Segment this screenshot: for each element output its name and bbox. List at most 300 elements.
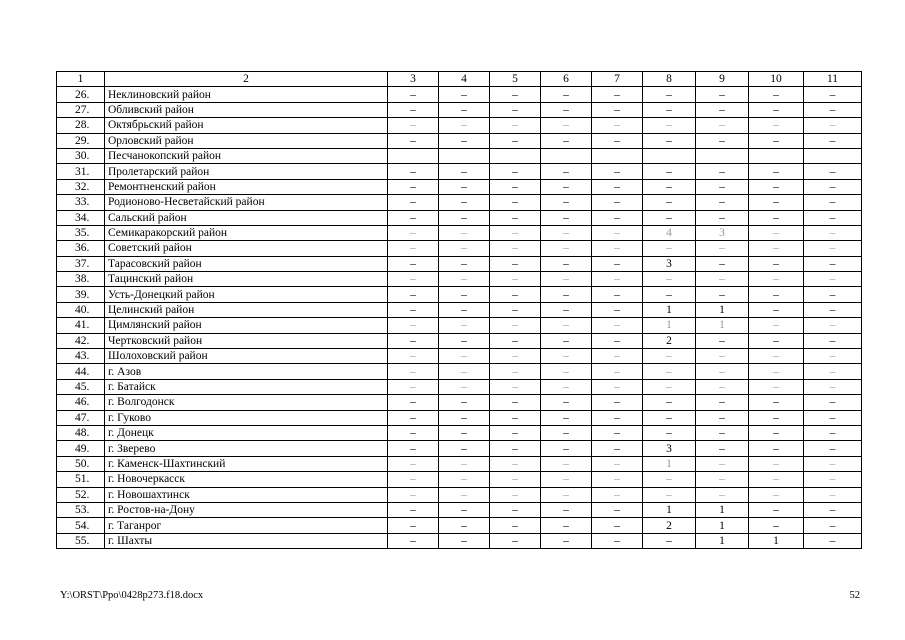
- table-row: [57, 195, 862, 210]
- value-cell: –: [804, 256, 862, 271]
- value-cell: –: [541, 302, 592, 317]
- value-cell: –: [696, 195, 749, 210]
- value-cell: [490, 148, 541, 163]
- value-cell: 1: [696, 502, 749, 517]
- value-cell: –: [592, 425, 643, 440]
- value-cell: –: [388, 379, 439, 394]
- value-cell: –: [749, 256, 804, 271]
- row-number: 48.: [57, 425, 105, 440]
- value-cell: –: [643, 364, 696, 379]
- value-cell: –: [388, 302, 439, 317]
- value-cell: [439, 148, 490, 163]
- table-row: [57, 164, 862, 179]
- value-cell: –: [643, 133, 696, 148]
- table-row: [57, 395, 862, 410]
- value-cell: –: [696, 241, 749, 256]
- row-number: 32.: [57, 179, 105, 194]
- value-cell: 4: [643, 225, 696, 240]
- value-cell: –: [490, 441, 541, 456]
- value-cell: –: [696, 102, 749, 117]
- district-name: Семикаракорский район: [105, 225, 388, 240]
- row-number: 55.: [57, 533, 105, 548]
- value-cell: –: [804, 133, 862, 148]
- district-name: Усть-Донецкий район: [105, 287, 388, 302]
- value-cell: –: [643, 533, 696, 548]
- value-cell: –: [696, 487, 749, 502]
- table-row: [57, 148, 862, 163]
- value-cell: –: [804, 487, 862, 502]
- value-cell: 3: [643, 256, 696, 271]
- value-cell: –: [592, 164, 643, 179]
- value-cell: –: [541, 333, 592, 348]
- value-cell: –: [490, 164, 541, 179]
- value-cell: 1: [696, 318, 749, 333]
- value-cell: –: [439, 241, 490, 256]
- value-cell: –: [388, 87, 439, 102]
- row-number: 42.: [57, 333, 105, 348]
- table-row: [57, 241, 862, 256]
- value-cell: –: [643, 379, 696, 394]
- value-cell: –: [439, 256, 490, 271]
- table-row: [57, 210, 862, 225]
- value-cell: 1: [643, 302, 696, 317]
- value-cell: –: [388, 395, 439, 410]
- value-cell: –: [804, 441, 862, 456]
- header-cell: 8: [643, 72, 696, 87]
- value-cell: –: [541, 379, 592, 394]
- value-cell: –: [592, 302, 643, 317]
- value-cell: –: [388, 441, 439, 456]
- header-cell: 7: [592, 72, 643, 87]
- row-number: 40.: [57, 302, 105, 317]
- value-cell: –: [541, 318, 592, 333]
- value-cell: –: [696, 210, 749, 225]
- value-cell: –: [388, 410, 439, 425]
- row-number: 38.: [57, 272, 105, 287]
- district-name: г. Батайск: [105, 379, 388, 394]
- district-name: Шолоховский район: [105, 349, 388, 364]
- value-cell: –: [592, 241, 643, 256]
- row-number: 51.: [57, 472, 105, 487]
- value-cell: –: [541, 102, 592, 117]
- value-cell: –: [490, 118, 541, 133]
- value-cell: –: [439, 441, 490, 456]
- value-cell: –: [749, 349, 804, 364]
- value-cell: –: [439, 410, 490, 425]
- value-cell: –: [696, 133, 749, 148]
- value-cell: –: [541, 425, 592, 440]
- value-cell: –: [541, 272, 592, 287]
- value-cell: –: [749, 102, 804, 117]
- value-cell: –: [490, 487, 541, 502]
- value-cell: –: [696, 272, 749, 287]
- value-cell: –: [490, 425, 541, 440]
- value-cell: –: [804, 272, 862, 287]
- value-cell: –: [749, 364, 804, 379]
- table-row: [57, 472, 862, 487]
- district-name: Цимлянский район: [105, 318, 388, 333]
- value-cell: –: [490, 102, 541, 117]
- value-cell: –: [592, 333, 643, 348]
- value-cell: 1: [643, 318, 696, 333]
- value-cell: [696, 148, 749, 163]
- value-cell: –: [490, 349, 541, 364]
- value-cell: –: [541, 533, 592, 548]
- table-row: [57, 287, 862, 302]
- value-cell: –: [749, 518, 804, 533]
- value-cell: –: [490, 241, 541, 256]
- value-cell: –: [643, 410, 696, 425]
- value-cell: –: [490, 287, 541, 302]
- value-cell: –: [439, 210, 490, 225]
- value-cell: [804, 148, 862, 163]
- header-cell: 11: [804, 72, 862, 87]
- table-row: [57, 441, 862, 456]
- value-cell: –: [804, 533, 862, 548]
- value-cell: –: [541, 164, 592, 179]
- value-cell: –: [439, 533, 490, 548]
- value-cell: –: [388, 272, 439, 287]
- value-cell: –: [541, 518, 592, 533]
- value-cell: –: [541, 456, 592, 471]
- value-cell: –: [749, 210, 804, 225]
- header-cell: 4: [439, 72, 490, 87]
- value-cell: –: [749, 456, 804, 471]
- value-cell: –: [592, 487, 643, 502]
- value-cell: –: [696, 349, 749, 364]
- value-cell: –: [490, 333, 541, 348]
- table-row: [57, 349, 862, 364]
- value-cell: –: [592, 318, 643, 333]
- row-number: 29.: [57, 133, 105, 148]
- value-cell: –: [592, 502, 643, 517]
- value-cell: –: [439, 349, 490, 364]
- value-cell: –: [749, 241, 804, 256]
- value-cell: –: [388, 225, 439, 240]
- value-cell: –: [541, 472, 592, 487]
- value-cell: –: [388, 333, 439, 348]
- row-number: 43.: [57, 349, 105, 364]
- value-cell: –: [643, 102, 696, 117]
- header-cell: 10: [749, 72, 804, 87]
- value-cell: –: [541, 487, 592, 502]
- value-cell: –: [439, 472, 490, 487]
- district-name: Октябрьский район: [105, 118, 388, 133]
- value-cell: –: [388, 502, 439, 517]
- value-cell: –: [696, 287, 749, 302]
- value-cell: –: [490, 518, 541, 533]
- value-cell: –: [592, 533, 643, 548]
- value-cell: –: [439, 333, 490, 348]
- value-cell: –: [592, 133, 643, 148]
- value-cell: –: [388, 364, 439, 379]
- district-name: Орловский район: [105, 133, 388, 148]
- value-cell: –: [592, 195, 643, 210]
- value-cell: –: [592, 272, 643, 287]
- value-cell: –: [804, 302, 862, 317]
- value-cell: 1: [643, 502, 696, 517]
- footer-file-path: Y:\ORST\Ppo\0428p273.f18.docx: [60, 590, 204, 601]
- value-cell: –: [490, 533, 541, 548]
- table-row: [57, 302, 862, 317]
- value-cell: 3: [643, 441, 696, 456]
- row-number: 33.: [57, 195, 105, 210]
- row-number: 39.: [57, 287, 105, 302]
- value-cell: –: [643, 349, 696, 364]
- value-cell: –: [804, 210, 862, 225]
- value-cell: –: [749, 195, 804, 210]
- value-cell: –: [696, 118, 749, 133]
- value-cell: –: [592, 118, 643, 133]
- table-row: [57, 87, 862, 102]
- row-number: 30.: [57, 148, 105, 163]
- value-cell: –: [592, 518, 643, 533]
- table-row: [57, 225, 862, 240]
- value-cell: –: [749, 272, 804, 287]
- value-cell: –: [804, 179, 862, 194]
- value-cell: –: [592, 441, 643, 456]
- district-name: г. Донецк: [105, 425, 388, 440]
- value-cell: –: [592, 87, 643, 102]
- value-cell: –: [439, 425, 490, 440]
- data-table: [56, 71, 862, 549]
- value-cell: –: [439, 164, 490, 179]
- value-cell: –: [439, 395, 490, 410]
- value-cell: –: [490, 87, 541, 102]
- value-cell: –: [749, 225, 804, 240]
- value-cell: –: [592, 410, 643, 425]
- value-cell: –: [388, 318, 439, 333]
- district-name: г. Новочеркасск: [105, 472, 388, 487]
- table-row: [57, 318, 862, 333]
- value-cell: –: [490, 379, 541, 394]
- row-number: 31.: [57, 164, 105, 179]
- row-number: 28.: [57, 118, 105, 133]
- district-name: Чертковский район: [105, 333, 388, 348]
- row-number: 46.: [57, 395, 105, 410]
- value-cell: –: [804, 456, 862, 471]
- value-cell: –: [541, 179, 592, 194]
- table-row: [57, 256, 862, 271]
- row-number: 36.: [57, 241, 105, 256]
- value-cell: –: [541, 395, 592, 410]
- value-cell: –: [804, 425, 862, 440]
- table-row: [57, 133, 862, 148]
- row-number: 54.: [57, 518, 105, 533]
- value-cell: –: [490, 179, 541, 194]
- header-cell: 3: [388, 72, 439, 87]
- value-cell: –: [439, 302, 490, 317]
- value-cell: –: [388, 118, 439, 133]
- district-name: г. Зверево: [105, 441, 388, 456]
- value-cell: –: [439, 318, 490, 333]
- value-cell: –: [643, 395, 696, 410]
- value-cell: –: [541, 87, 592, 102]
- value-cell: –: [439, 487, 490, 502]
- value-cell: –: [490, 225, 541, 240]
- row-number: 44.: [57, 364, 105, 379]
- table-body: [57, 72, 862, 549]
- value-cell: 1: [643, 456, 696, 471]
- value-cell: –: [804, 318, 862, 333]
- value-cell: –: [541, 210, 592, 225]
- value-cell: –: [804, 395, 862, 410]
- value-cell: –: [388, 164, 439, 179]
- value-cell: –: [749, 164, 804, 179]
- value-cell: –: [749, 179, 804, 194]
- value-cell: –: [388, 349, 439, 364]
- value-cell: –: [388, 487, 439, 502]
- value-cell: –: [388, 195, 439, 210]
- row-number: 52.: [57, 487, 105, 502]
- value-cell: –: [696, 472, 749, 487]
- district-name: г. Таганрог: [105, 518, 388, 533]
- district-name: г. Новошахтинск: [105, 487, 388, 502]
- value-cell: –: [804, 349, 862, 364]
- header-cell: 2: [105, 72, 388, 87]
- table-row: [57, 179, 862, 194]
- value-cell: –: [696, 364, 749, 379]
- district-name: Тарасовский район: [105, 256, 388, 271]
- table-row: [57, 102, 862, 117]
- value-cell: –: [439, 195, 490, 210]
- value-cell: –: [490, 195, 541, 210]
- value-cell: –: [749, 395, 804, 410]
- value-cell: –: [749, 318, 804, 333]
- value-cell: –: [643, 179, 696, 194]
- value-cell: –: [696, 333, 749, 348]
- district-name: г. Гуково: [105, 410, 388, 425]
- value-cell: –: [388, 472, 439, 487]
- value-cell: –: [804, 102, 862, 117]
- value-cell: –: [749, 302, 804, 317]
- value-cell: –: [439, 118, 490, 133]
- table-row: [57, 425, 862, 440]
- value-cell: –: [804, 502, 862, 517]
- header-cell: 1: [57, 72, 105, 87]
- district-name: Тацинский район: [105, 272, 388, 287]
- value-cell: –: [490, 302, 541, 317]
- value-cell: –: [388, 533, 439, 548]
- value-cell: –: [388, 179, 439, 194]
- page-number: 52: [849, 590, 860, 601]
- value-cell: –: [804, 410, 862, 425]
- district-name: Сальский район: [105, 210, 388, 225]
- value-cell: –: [804, 379, 862, 394]
- value-cell: 1: [696, 302, 749, 317]
- value-cell: –: [592, 225, 643, 240]
- value-cell: –: [643, 241, 696, 256]
- value-cell: –: [749, 410, 804, 425]
- header-cell: 6: [541, 72, 592, 87]
- value-cell: –: [490, 272, 541, 287]
- value-cell: –: [541, 364, 592, 379]
- value-cell: –: [592, 456, 643, 471]
- value-cell: –: [490, 256, 541, 271]
- value-cell: –: [643, 487, 696, 502]
- value-cell: –: [643, 472, 696, 487]
- value-cell: –: [749, 118, 804, 133]
- value-cell: 2: [643, 333, 696, 348]
- table-row: [57, 487, 862, 502]
- value-cell: –: [439, 287, 490, 302]
- table-row: [57, 502, 862, 517]
- district-name: г. Шахты: [105, 533, 388, 548]
- value-cell: –: [490, 472, 541, 487]
- value-cell: –: [592, 256, 643, 271]
- value-cell: –: [643, 118, 696, 133]
- value-cell: –: [388, 425, 439, 440]
- value-cell: –: [804, 87, 862, 102]
- value-cell: –: [804, 225, 862, 240]
- value-cell: –: [490, 456, 541, 471]
- row-number: 37.: [57, 256, 105, 271]
- value-cell: –: [804, 164, 862, 179]
- district-name: Обливский район: [105, 102, 388, 117]
- value-cell: –: [388, 241, 439, 256]
- value-cell: 1: [696, 533, 749, 548]
- value-cell: –: [592, 102, 643, 117]
- district-name: Советский район: [105, 241, 388, 256]
- value-cell: 1: [696, 518, 749, 533]
- value-cell: –: [643, 87, 696, 102]
- value-cell: –: [490, 133, 541, 148]
- value-cell: 1: [749, 533, 804, 548]
- value-cell: –: [439, 102, 490, 117]
- value-cell: –: [541, 502, 592, 517]
- value-cell: –: [541, 256, 592, 271]
- value-cell: –: [541, 441, 592, 456]
- row-number: 45.: [57, 379, 105, 394]
- value-cell: –: [592, 179, 643, 194]
- value-cell: –: [643, 287, 696, 302]
- value-cell: –: [749, 441, 804, 456]
- district-name: Целинский район: [105, 302, 388, 317]
- district-name: Пролетарский район: [105, 164, 388, 179]
- value-cell: –: [490, 210, 541, 225]
- row-number: 26.: [57, 87, 105, 102]
- value-cell: [541, 148, 592, 163]
- value-cell: –: [541, 118, 592, 133]
- value-cell: –: [804, 195, 862, 210]
- table-row: [57, 533, 862, 548]
- table-row: [57, 379, 862, 394]
- value-cell: [592, 148, 643, 163]
- row-number: 53.: [57, 502, 105, 517]
- value-cell: –: [388, 518, 439, 533]
- value-cell: –: [749, 87, 804, 102]
- value-cell: –: [592, 364, 643, 379]
- header-cell: 9: [696, 72, 749, 87]
- value-cell: –: [696, 410, 749, 425]
- value-cell: –: [804, 118, 862, 133]
- value-cell: –: [388, 102, 439, 117]
- value-cell: –: [749, 472, 804, 487]
- table-row: [57, 333, 862, 348]
- row-number: 50.: [57, 456, 105, 471]
- header-row: [57, 72, 862, 87]
- value-cell: –: [490, 364, 541, 379]
- value-cell: –: [490, 395, 541, 410]
- table-row: [57, 518, 862, 533]
- value-cell: –: [643, 195, 696, 210]
- value-cell: –: [749, 425, 804, 440]
- district-name: г. Ростов-на-Дону: [105, 502, 388, 517]
- district-name: Ремонтненский район: [105, 179, 388, 194]
- table-row: [57, 456, 862, 471]
- value-cell: –: [490, 318, 541, 333]
- value-cell: –: [643, 425, 696, 440]
